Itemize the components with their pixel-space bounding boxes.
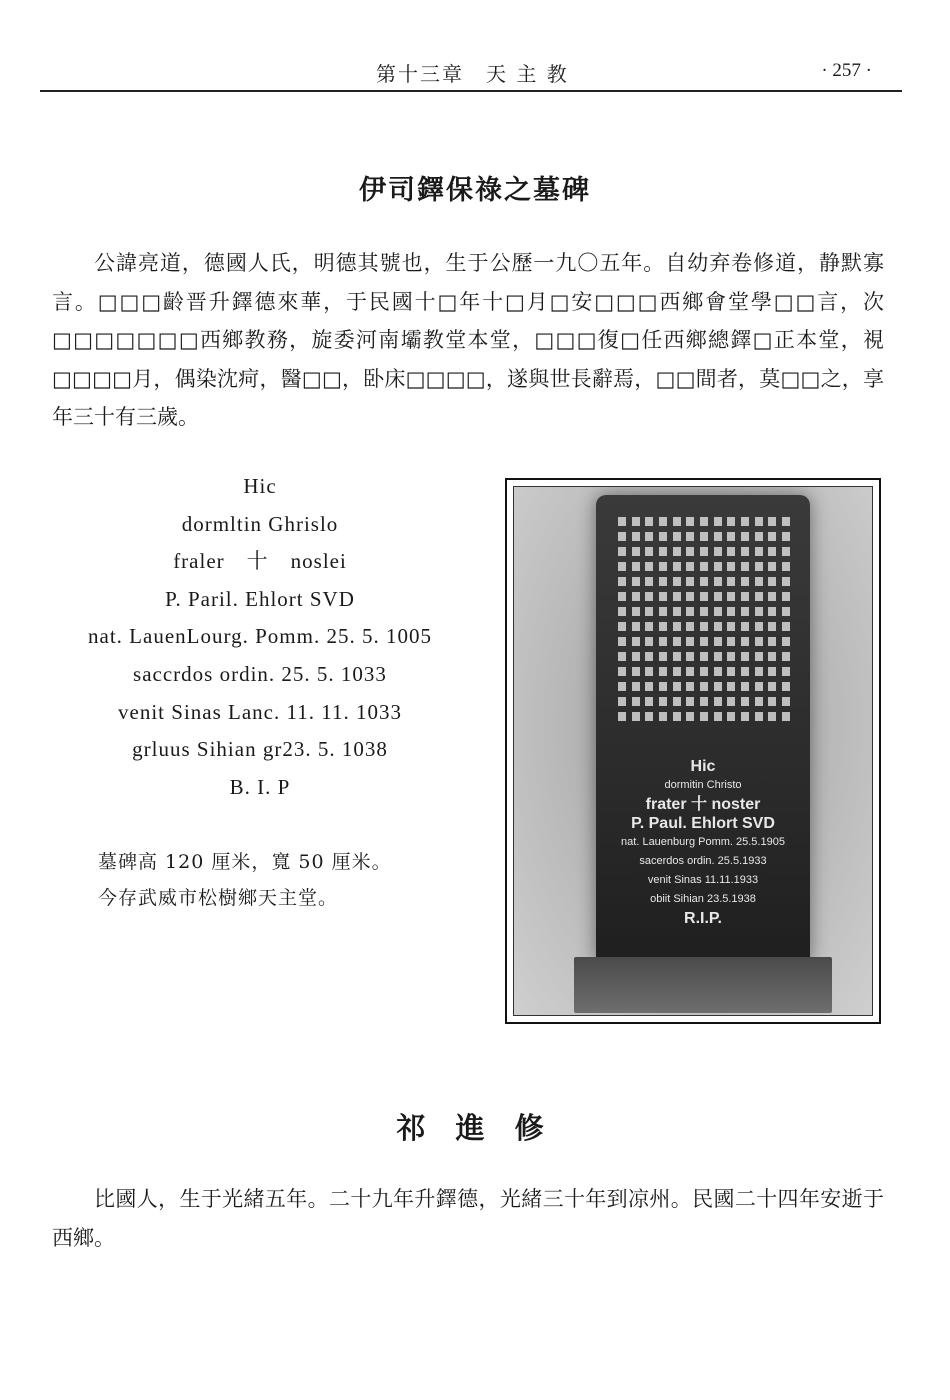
running-header: [40, 56, 902, 90]
latin-inscription: [30, 468, 490, 806]
biography-paragraph: 公諱亮道，德國人氏，明德其號也，生于公歷一九〇五年。自幼弃卷修道，静默寡言。□□□齡晋升鐸德來華，于民國十□年十□月□安□□□西鄉會堂學□□言，次□□□□□□□西鄉教務，旋委河南壩教堂本堂，□□□復□任西鄉總鐸□正本堂，視□□□□月，偶染沈疴，醫□□，卧床□□□□，遂與世長辭焉，□□間者，莫□□之，享年三十有三歲。: [52, 251, 884, 429]
inscription-line: P. Paril. Ehlort SVD: [165, 586, 355, 611]
stone-line: Hic: [690, 758, 716, 775]
person-paragraph: 比國人，生于光緒五年。二十九年升鐸德，光緒三十年到凉州。民國二十四年安逝于西鄉。: [52, 1187, 884, 1250]
stone-line: sacerdos ordin. 25.5.1933: [639, 855, 767, 867]
stone-line: nat. Lauenburg Pomm. 25.5.1905: [621, 836, 785, 848]
inscription-line: saccrdos ordin. 25. 5. 1033: [133, 661, 387, 686]
inscription-line: nat. LauenLourg. Pomm. 25. 5. 1005: [88, 624, 432, 649]
stone-line: frater 十 noster: [645, 796, 761, 813]
inscription-line: grluus Sihian gr23. 5. 1038: [132, 737, 388, 762]
inscription-line: dormltin Ghrislo: [181, 511, 339, 536]
chapter-title: 第十三章 天 主 教: [376, 62, 569, 86]
stone-line: obiit Sihian 23.5.1938: [650, 893, 756, 905]
section-title-tombstone: 伊司鐸保祿之墓碑: [359, 175, 591, 206]
inscription-line: venit Sinas Lanc. 11. 11. 1033: [118, 699, 402, 724]
tombstone-photo: [505, 478, 881, 1024]
tombstone-slab: [596, 495, 810, 963]
inscription-line: fraler 十 noslei: [173, 549, 347, 574]
stone-line: P. Paul. Ehlort SVD: [631, 815, 775, 832]
tombstone-size-note: 墓碑高 120 厘米，寬 50 厘米。: [98, 851, 392, 873]
stone-line: R.I.P.: [684, 910, 722, 927]
tombstone-location-note: 今存武威市松樹鄉天主堂。: [98, 887, 339, 909]
stone-line: dormitin Christo: [664, 779, 742, 791]
stone-latin-text: [596, 757, 810, 928]
stone-line: venit Sinas 11.11.1933: [647, 874, 759, 886]
page-number: · 257 ·: [821, 60, 872, 81]
tombstone-photo-image: [513, 486, 873, 1016]
section-title-person: 祁 進 修: [396, 1111, 554, 1145]
header-rule: [40, 90, 902, 92]
tombstone-base: [574, 957, 832, 1013]
chinese-inscription-columns: [618, 517, 790, 727]
inscription-line: Hic: [243, 474, 277, 498]
inscription-line: B. I. P: [229, 774, 291, 799]
